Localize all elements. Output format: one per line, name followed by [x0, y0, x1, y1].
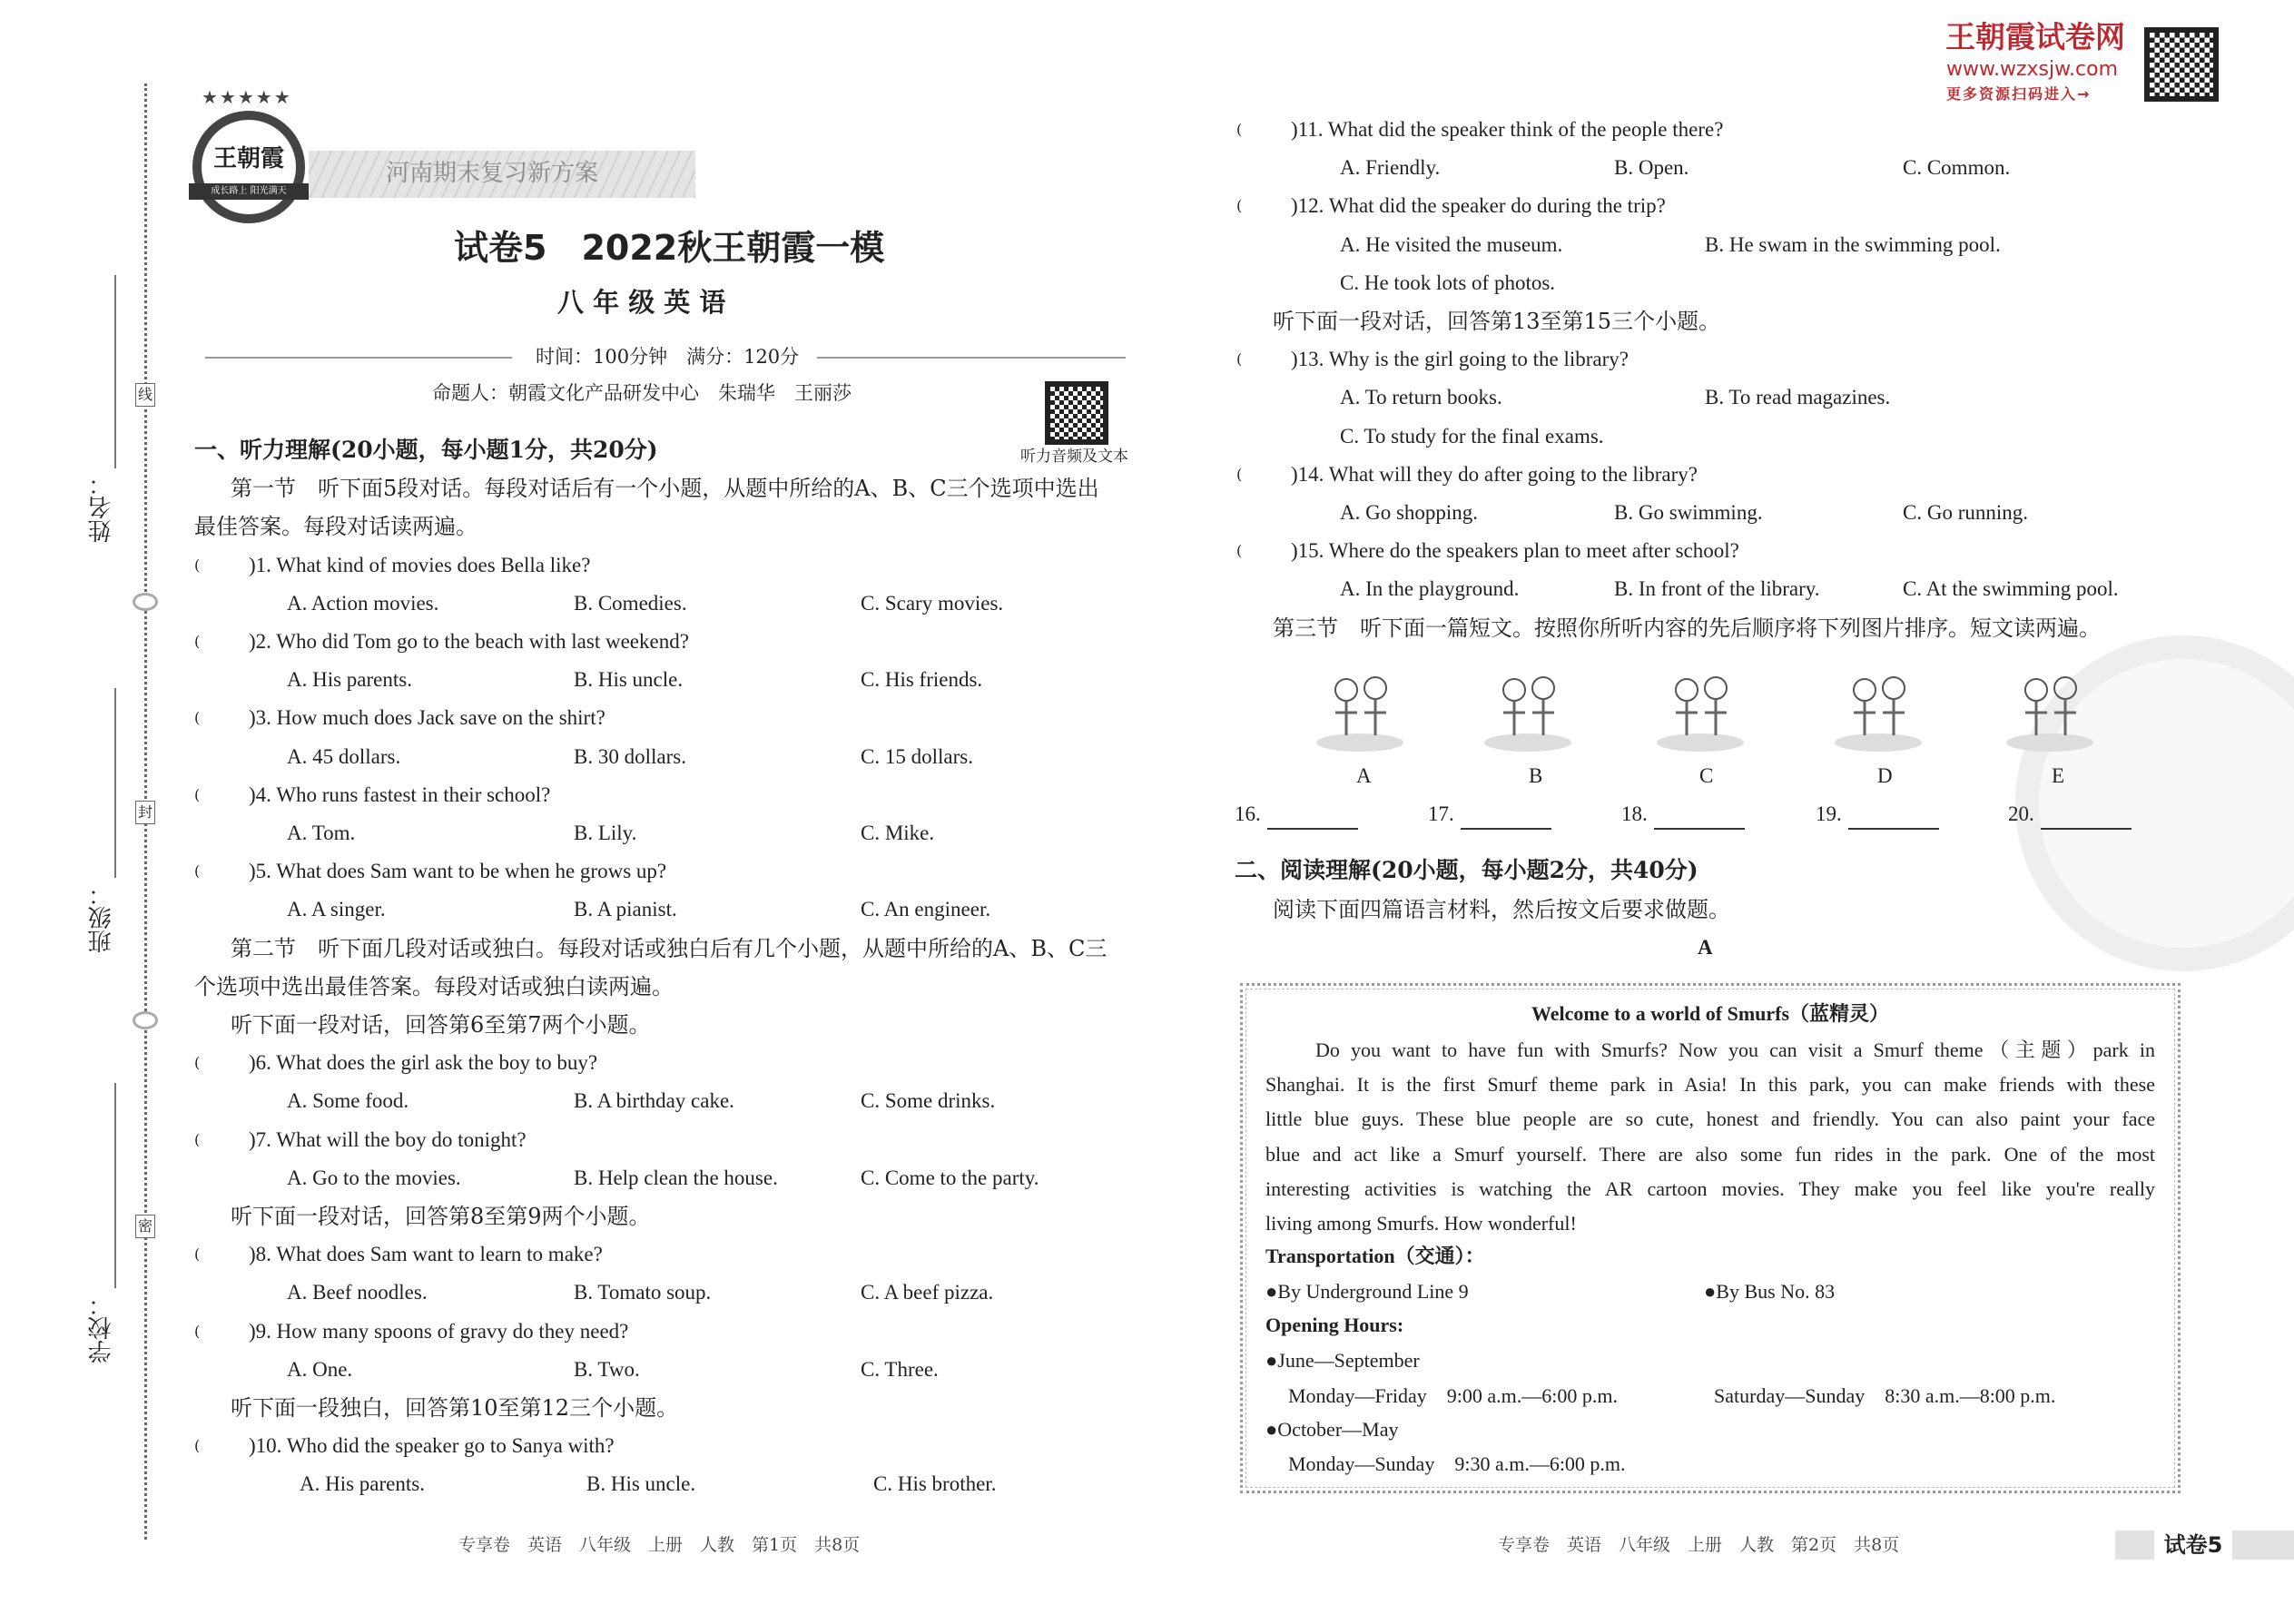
section2-intro: 阅读下面四篇语言材料，然后按文后要求做题。 — [1273, 897, 1730, 922]
hours: Monday—Sunday 9:30 a.m.—6:00 p.m. — [1288, 1452, 1626, 1475]
option-b: B. In front of the library. — [1614, 577, 1820, 601]
text-line — [194, 699, 1138, 737]
text-line — [194, 776, 1138, 814]
question-text: )14. What will they do after going to the library? — [1291, 462, 1698, 486]
passage-line: blue and act like a Smurf yourself. There are also some fun rides in the park. One of the most — [1265, 1142, 2155, 1166]
text-line — [194, 1044, 1138, 1082]
section-title: 一、听力理解(20小题，每小题1分，共20分) — [194, 437, 658, 463]
logo-motto: 成长路上 阳光满天 — [189, 183, 309, 200]
name-underline — [114, 275, 116, 468]
horse-riding-icon — [2000, 663, 2100, 753]
season: ●June—September — [1265, 1349, 1420, 1372]
answer-bracket[interactable]: ( — [194, 1437, 201, 1455]
season: ●October—May — [1265, 1418, 1399, 1441]
question-text: )3. How much does Jack save on the shirt? — [249, 706, 605, 730]
binding-hole-icon — [133, 1011, 158, 1029]
footer-badge: 试卷5 — [2154, 1530, 2232, 1560]
answer-bracket[interactable]: ( — [194, 1054, 201, 1072]
text-line — [194, 1274, 1138, 1312]
answer-bracket[interactable]: ( — [1236, 465, 1243, 483]
hours: Saturday—Sunday 8:30 a.m.—8:00 p.m. — [1714, 1384, 2056, 1407]
binding-hole-icon — [133, 593, 158, 611]
answer-bracket[interactable]: ( — [194, 709, 201, 727]
answer-bracket[interactable]: ( — [1236, 121, 1243, 138]
passage-title: Welcome to a world of Smurfs（蓝精灵） — [1531, 1002, 1890, 1025]
option-c: C. He took lots of photos. — [1340, 271, 1556, 294]
stars-icon: ★★★★★ — [202, 86, 292, 108]
text-line — [194, 1465, 1138, 1503]
section2-title: 二、阅读理解(20小题，每小题2分，共40分) — [1235, 857, 1698, 883]
brand-logo — [192, 111, 305, 223]
picture-label: B — [1529, 764, 1543, 787]
answer-bracket[interactable]: ( — [194, 862, 201, 881]
question-text: )4. Who runs fastest in their school? — [249, 782, 551, 806]
text-line — [1236, 340, 2235, 379]
option-a: A. In the playground. — [1340, 577, 1520, 601]
brand-url[interactable]: www.wzxsjw.com — [1946, 58, 2119, 81]
picture-label: C — [1699, 764, 1714, 787]
option-c: C. At the swimming pool. — [1903, 577, 2119, 601]
transport-option: ●By Bus No. 83 — [1704, 1280, 1836, 1303]
option-b: B. His uncle. — [586, 1472, 696, 1496]
transport-option: ●By Underground Line 9 — [1265, 1280, 1469, 1303]
class-underline — [114, 688, 116, 878]
instruction-text: 第三节 听下面一篇短文。按照你所听内容的先后顺序将下列图片排序。短文读两遍。 — [1273, 615, 2101, 641]
passage-label: A — [1698, 936, 1713, 959]
picture-label: A — [1356, 764, 1372, 787]
brand-cta: 更多资源扫码进入→ — [1946, 85, 2092, 103]
authors: 命题人：朝霞文化产品研发中心 朱瑞华 王丽莎 — [432, 382, 852, 404]
text-line — [1236, 532, 2235, 570]
big-ben-icon — [1310, 663, 1410, 753]
text-line — [1236, 418, 2235, 456]
text-line — [1236, 456, 2235, 494]
subject-title: 八 年 级 英 语 — [557, 287, 726, 318]
transport-title: Transportation（交通）： — [1265, 1245, 1485, 1267]
instruction-text: 个选项中选出最佳答案。每段对话或独白读两遍。 — [194, 973, 674, 999]
question-text: )11. What did the speaker think of the people there? — [1291, 118, 1724, 141]
text-line — [1236, 302, 2235, 340]
text-line — [194, 507, 1138, 546]
passage-line: interesting activities is watching the AR cartoon movies. They make you feel like you're really — [1265, 1176, 2155, 1200]
qr-code-icon[interactable] — [2144, 27, 2219, 102]
text-line — [1236, 226, 2235, 264]
option-c: C. A beef pizza. — [861, 1281, 994, 1304]
text-line — [194, 546, 1138, 585]
picture-label: E — [2052, 764, 2065, 787]
option-c: C. Common. — [1903, 156, 2011, 180]
answer-blank: 16. — [1235, 802, 1261, 825]
text-line — [194, 1121, 1138, 1159]
passage-line: Shanghai. It is the first Smurf theme park in Asia! In this park, you can make friends with these — [1265, 1073, 2155, 1097]
text-line — [1236, 570, 2235, 608]
option-b: B. Open. — [1614, 156, 1689, 180]
passage-box — [1240, 983, 2181, 1493]
school-label: 学校： — [88, 1293, 115, 1363]
option-c: C. His brother. — [873, 1472, 997, 1496]
question-text: )10. Who did the speaker go to Sanya with? — [249, 1434, 615, 1458]
qr-caption: 听力音频及文本 — [1020, 448, 1128, 466]
exam-time: 时间：100分钟 满分：120分 — [536, 346, 800, 368]
right-column — [1236, 111, 2235, 655]
left-column — [194, 431, 1138, 1521]
option-c: C. 15 dollars. — [861, 744, 973, 768]
option-a: A. Some food. — [287, 1089, 409, 1113]
passage-line: little blue guys. These blue people are so cute, honest and friendly. You can also paint your face — [1265, 1107, 2155, 1131]
option-c: C. Scary movies. — [861, 591, 1004, 615]
instruction-text: 第一节 听下面5段对话。每段对话后有一个小题，从题中所给的A、B、C三个选项中选出 — [231, 476, 1099, 502]
text-line — [194, 1159, 1138, 1197]
seal-char: 密 — [135, 1215, 155, 1238]
question-text: )1. What kind of movies does Bella like? — [249, 553, 591, 576]
answer-blank: 17. — [1428, 802, 1454, 825]
logo-text: 王朝霞 — [212, 145, 284, 172]
instruction-text: 听下面一段对话，回答第6至第7两个小题。 — [231, 1012, 651, 1038]
text-line — [194, 661, 1138, 699]
option-b: B. A birthday cake. — [574, 1089, 734, 1113]
option-c: C. An engineer. — [861, 898, 991, 921]
birthday-party-icon — [1828, 663, 1928, 753]
option-b: B. Tomato soup. — [574, 1281, 712, 1304]
option-a: A. He visited the museum. — [1340, 232, 1563, 256]
option-a: A. Go to the movies. — [287, 1166, 461, 1189]
seal-char: 封 — [135, 801, 155, 824]
hours-title: Opening Hours: — [1265, 1314, 1404, 1336]
answer-blank: 19. — [1816, 802, 1842, 825]
text-line — [194, 1082, 1138, 1120]
footer-right: 专享卷 英语 八年级 上册 人教 第2页 共8页 — [1498, 1535, 1900, 1555]
answer-bracket[interactable]: ( — [1236, 350, 1243, 369]
text-line — [194, 852, 1138, 891]
hikers-icon — [1478, 663, 1578, 753]
question-text: )7. What will the boy do tonight? — [249, 1127, 527, 1151]
option-a: A. His parents. — [300, 1472, 425, 1496]
option-a: A. 45 dollars. — [287, 744, 401, 768]
instruction-text: 最佳答案。每段对话读两遍。 — [194, 514, 478, 540]
option-a: A. To return books. — [1340, 386, 1502, 409]
answer-blank-line[interactable] — [1654, 828, 1745, 830]
text-line — [1236, 187, 2235, 225]
text-line — [194, 1389, 1138, 1427]
option-b: B. Two. — [574, 1357, 640, 1381]
option-b: B. Comedies. — [574, 591, 687, 615]
answer-bracket[interactable]: ( — [1236, 542, 1243, 560]
option-c: C. Three. — [861, 1357, 939, 1381]
question-text: )6. What does the girl ask the boy to buy? — [249, 1051, 598, 1075]
hours: Monday—Friday 9:00 a.m.—6:00 p.m. — [1288, 1384, 1618, 1407]
passage-line: Do you want to have fun with Smurfs? Now you can visit a Smurf theme（主题）park in — [1315, 1038, 2155, 1061]
option-b: B. 30 dollars. — [574, 744, 686, 768]
name-label: 姓名： — [88, 472, 115, 543]
text-line — [194, 1235, 1138, 1274]
option-b: B. Help clean the house. — [574, 1166, 778, 1189]
class-label: 班级： — [88, 882, 115, 953]
answer-bracket[interactable]: ( — [1236, 197, 1243, 215]
text-line — [1236, 111, 2235, 149]
option-a: A. Beef noodles. — [287, 1281, 428, 1304]
question-text: )12. What did the speaker do during the trip? — [1291, 194, 1666, 218]
text-line — [194, 1427, 1138, 1465]
passage-line: living among Smurfs. How wonderful! — [1265, 1212, 1577, 1235]
answer-bracket[interactable]: ( — [194, 633, 201, 650]
option-a: A. A singer. — [287, 898, 386, 921]
option-c: C. Come to the party. — [861, 1166, 1039, 1189]
text-line — [1236, 264, 2235, 302]
option-c: C. Mike. — [861, 822, 935, 844]
text-line — [194, 1313, 1138, 1351]
option-b: B. A pianist. — [574, 898, 677, 921]
text-line — [194, 585, 1138, 623]
text-line — [1236, 149, 2235, 187]
option-a: A. One. — [287, 1357, 353, 1381]
option-a: A. Go shopping. — [1340, 501, 1479, 524]
instruction-text: 听下面一段对话，回答第8至第9两个小题。 — [231, 1204, 651, 1229]
option-b: B. Lily. — [574, 822, 637, 844]
answer-bracket[interactable]: ( — [194, 1130, 201, 1148]
question-text: )15. Where do the speakers plan to meet after school? — [1291, 539, 1739, 563]
option-a: A. Action movies. — [287, 591, 439, 615]
option-b: B. Go swimming. — [1614, 501, 1763, 524]
option-c: C. His friends. — [861, 668, 983, 692]
question-text: )13. Why is the girl going to the library? — [1291, 348, 1629, 371]
answer-blank-line[interactable] — [1848, 828, 1939, 830]
option-a: A. Tom. — [287, 822, 356, 844]
answer-bracket[interactable]: ( — [194, 785, 201, 803]
text-line — [1236, 494, 2235, 532]
text-line — [1236, 379, 2235, 417]
instruction-text: 第二节 听下面几段对话或独白。每段对话或独白后有几个小题，从题中所给的A、B、C三 — [231, 935, 1108, 961]
text-line — [194, 1006, 1138, 1044]
option-a: A. His parents. — [287, 668, 412, 692]
text-line — [194, 1197, 1138, 1235]
brand-name[interactable]: 王朝霞试卷网 — [1945, 19, 2125, 54]
option-c: C. To study for the final exams. — [1340, 424, 1604, 448]
answer-blank: 20. — [2008, 802, 2034, 825]
answer-bracket[interactable]: ( — [194, 556, 201, 574]
text-line — [194, 738, 1138, 776]
text-line — [194, 930, 1138, 968]
answer-blank-line[interactable] — [1461, 828, 1551, 830]
answer-blank-line[interactable] — [1267, 828, 1358, 830]
text-line — [194, 968, 1138, 1006]
answer-blank: 18. — [1621, 802, 1648, 825]
banner-text: 河南期末复习新方案 — [386, 160, 599, 187]
text-line — [1236, 609, 2235, 647]
picture-label: D — [1877, 764, 1893, 787]
text-line — [194, 1351, 1138, 1389]
question-text: )2. Who did Tom go to the beach with last weekend? — [249, 630, 689, 653]
divider — [817, 357, 1126, 359]
question-text: )5. What does Sam want to be when he grows up? — [249, 860, 667, 883]
soccer-icon — [1650, 663, 1750, 753]
text-line — [194, 623, 1138, 661]
answer-blank-line[interactable] — [2041, 828, 2132, 830]
instruction-text: 听下面一段独白，回答第10至第12三个小题。 — [231, 1395, 679, 1421]
text-line — [194, 469, 1138, 507]
page-title: 试卷5 2022秋王朝霞一模 — [454, 228, 885, 268]
option-b: B. He swam in the swimming pool. — [1705, 232, 2001, 256]
text-line — [194, 431, 1138, 469]
option-c: C. Go running. — [1903, 501, 2028, 524]
seal-char: 线 — [135, 383, 155, 407]
option-b: B. To read magazines. — [1705, 386, 1891, 409]
school-underline — [114, 1083, 116, 1288]
question-text: )8. What does Sam want to learn to make? — [249, 1243, 603, 1266]
text-line — [194, 891, 1138, 929]
footer-left: 专享卷 英语 八年级 上册 人教 第1页 共8页 — [458, 1535, 861, 1555]
text-line — [194, 814, 1138, 852]
option-c: C. Some drinks. — [861, 1089, 996, 1113]
option-a: A. Friendly. — [1340, 156, 1441, 180]
question-text: )9. How many spoons of gravy do they need? — [249, 1319, 629, 1343]
answer-bracket[interactable]: ( — [194, 1322, 201, 1340]
answer-bracket[interactable]: ( — [194, 1245, 201, 1264]
instruction-text: 听下面一段对话，回答第13至第15三个小题。 — [1273, 309, 1721, 334]
divider — [205, 357, 512, 359]
option-b: B. His uncle. — [574, 668, 684, 692]
